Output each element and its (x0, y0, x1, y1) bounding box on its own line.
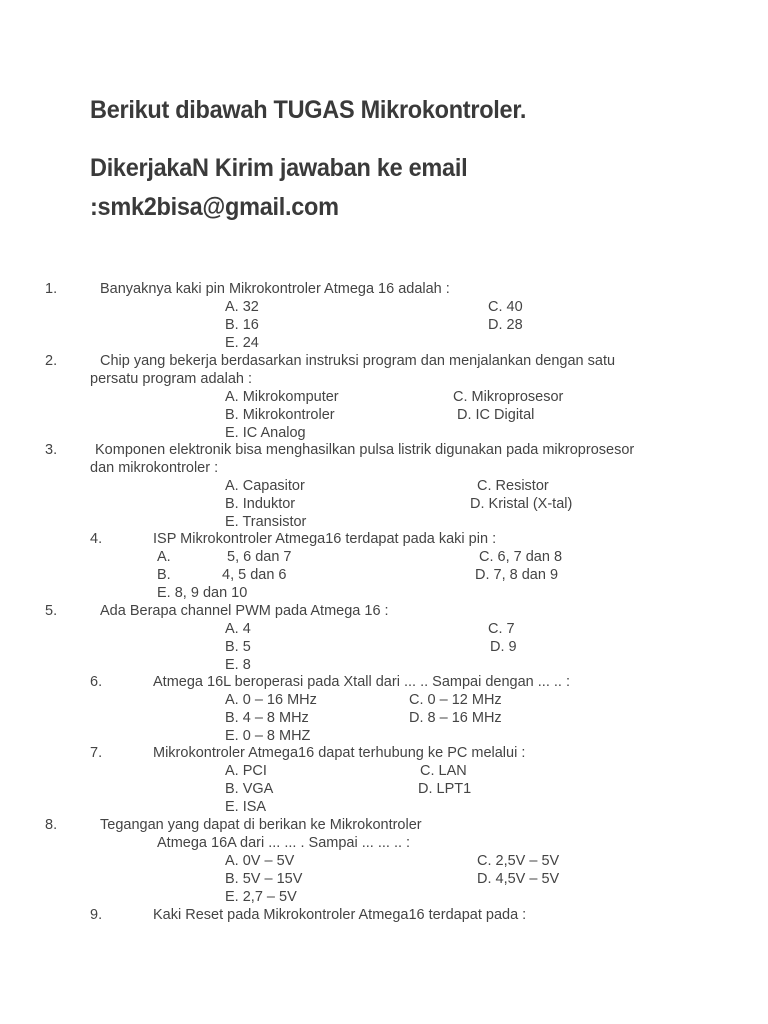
option-e: E. Transistor (225, 514, 307, 530)
option-a: A. Mikrokomputer (225, 389, 339, 405)
question-number: 1. (45, 281, 58, 297)
option-d: D. 8 – 16 MHz (409, 710, 502, 726)
question-text: Ada Berapa channel PWM pada Atmega 16 : (100, 603, 389, 619)
option-a: A. PCI (225, 763, 267, 779)
question-number: 9. (90, 907, 103, 923)
option-a-letter: A. (157, 549, 171, 565)
document-title: Berikut dibawah TUGAS Mikrokontroler. (90, 96, 527, 124)
question-text: Komponen elektronik bisa menghasilkan pulsa listrik digunakan pada mikroprosesor (95, 442, 635, 458)
question-number: 5. (45, 603, 58, 619)
option-a-value: 5, 6 dan 7 (227, 549, 292, 565)
option-b: B. 5 (225, 639, 251, 655)
option-e: E. ISA (225, 799, 267, 815)
option-d: D. 7, 8 dan 9 (475, 567, 559, 583)
question-number: 6. (90, 674, 103, 690)
option-d: D. LPT1 (418, 781, 472, 797)
option-b: B. VGA (225, 781, 274, 797)
question-number: 2. (45, 353, 58, 369)
option-b: B. 16 (225, 317, 259, 333)
option-b-letter: B. (157, 567, 171, 583)
option-b: B. 4 – 8 MHz (225, 710, 309, 726)
option-c: C. 40 (488, 299, 523, 315)
question-number: 8. (45, 817, 58, 833)
option-e: E. IC Analog (225, 425, 306, 441)
question-text: Atmega 16L beroperasi pada Xtall dari ... .. Sampai dengan ... .. : (153, 674, 570, 690)
question-number: 4. (90, 531, 103, 547)
option-c: C. LAN (420, 763, 467, 779)
option-c: C. 6, 7 dan 8 (479, 549, 563, 565)
option-a: A. 32 (225, 299, 259, 315)
question-text: Chip yang bekerja berdasarkan instruksi program dan menjalankan dengan satu (100, 353, 616, 369)
option-b-value: 4, 5 dan 6 (222, 567, 287, 583)
option-d: D. 4,5V – 5V (477, 871, 560, 887)
option-d: D. IC Digital (457, 407, 535, 423)
option-e: E. 8 (225, 657, 251, 673)
instruction-email: :smk2bisa@gmail.com (90, 193, 339, 221)
option-a: A. Capasitor (225, 478, 305, 494)
question-text: Banyaknya kaki pin Mikrokontroler Atmega 16 adalah : (100, 281, 450, 297)
question-text: Kaki Reset pada Mikrokontroler Atmega16 terdapat pada : (153, 907, 527, 923)
option-c: C. 7 (488, 621, 515, 637)
option-d: D. Kristal (X-tal) (470, 496, 573, 512)
question-text-continued: Atmega 16A dari ... ... . Sampai ... ... .. : (157, 835, 411, 851)
question-text: Mikrokontroler Atmega16 dapat terhubung ke PC melalui : (153, 745, 526, 761)
option-c: C. Mikroprosesor (453, 389, 564, 405)
option-b: B. Mikrokontroler (225, 407, 335, 423)
option-d: D. 28 (488, 317, 523, 333)
instruction-line-1: DikerjakaN Kirim jawaban ke email (90, 154, 468, 182)
option-a: A. 4 (225, 621, 251, 637)
option-e: E. 0 – 8 MHZ (225, 728, 311, 744)
option-e: E. 8, 9 dan 10 (157, 585, 248, 601)
option-c: C. 2,5V – 5V (477, 853, 560, 869)
option-a: A. 0V – 5V (225, 853, 295, 869)
question-number: 3. (45, 442, 58, 458)
question-text: ISP Mikrokontroler Atmega16 terdapat pada kaki pin : (153, 531, 497, 547)
question-text: Tegangan yang dapat di berikan ke Mikrokontroler (100, 817, 422, 833)
option-e: E. 24 (225, 335, 259, 351)
question-text-continued: persatu program adalah : (90, 371, 253, 387)
option-a: A. 0 – 16 MHz (225, 692, 317, 708)
option-c: C. Resistor (477, 478, 549, 494)
option-c: C. 0 – 12 MHz (409, 692, 502, 708)
question-number: 7. (90, 745, 103, 761)
option-b: B. 5V – 15V (225, 871, 303, 887)
question-text-continued: dan mikrokontroler : (90, 460, 219, 476)
option-b: B. Induktor (225, 496, 296, 512)
option-d: D. 9 (490, 639, 517, 655)
option-e: E. 2,7 – 5V (225, 889, 297, 905)
